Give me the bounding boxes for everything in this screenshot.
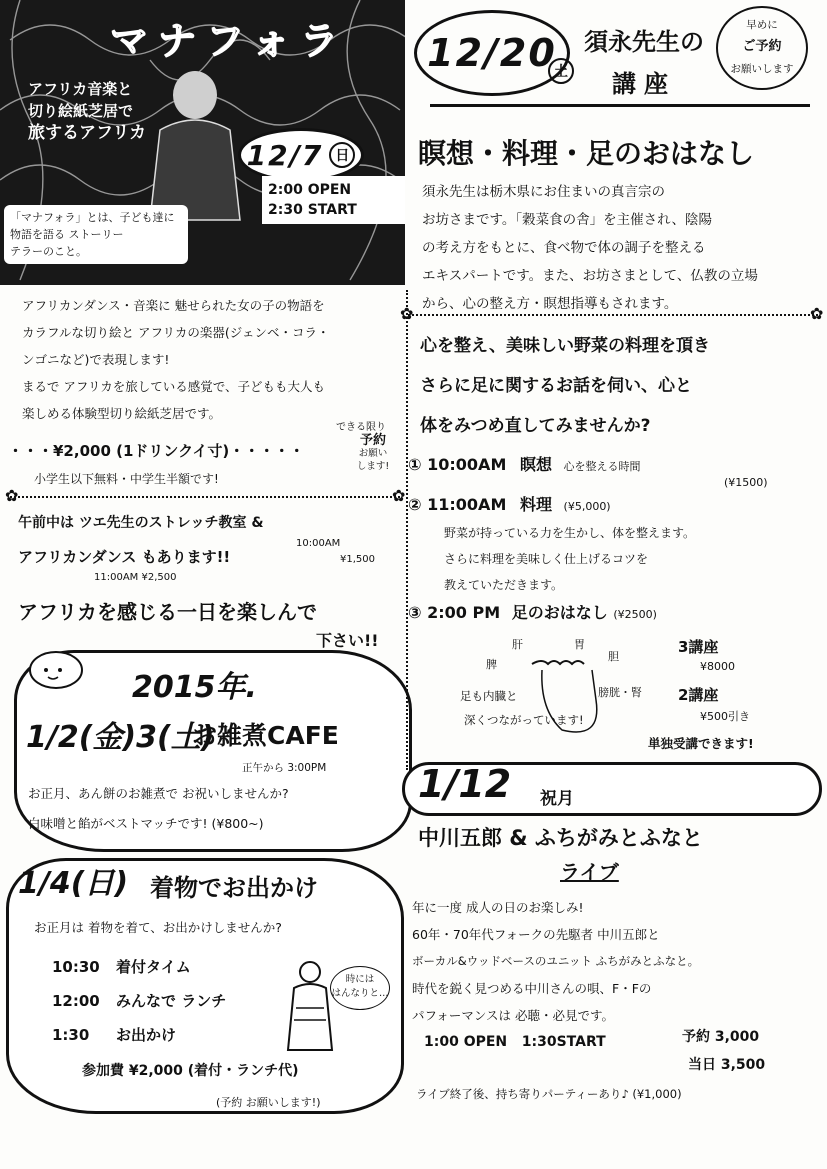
live-title: 中川五郎 & ふちがみとふなと <box>418 826 703 850</box>
organ-text1: 足も内臓と <box>460 689 518 703</box>
lecture-date: 12/20 <box>427 31 557 75</box>
live-word: ライブ <box>560 860 619 884</box>
hero-art <box>0 0 405 285</box>
ozoni-year: 2015年. <box>132 670 257 705</box>
flower-icon: ✿ <box>400 304 414 323</box>
lecture-item-3: ③ 2:00 PM 足のおはなし (¥2500) <box>408 603 657 622</box>
lecture-item-1-price: (¥1500) <box>724 476 768 489</box>
kimono-fee-note: (予約 お願いします!) <box>216 1096 321 1109</box>
set3: 3講座 <box>678 638 719 656</box>
ozoni-text2: 白味噌と餡がベストマッチです! (¥800~) <box>28 816 264 831</box>
desc-line: アフリカンダンス・音楽に 魅せられた女の子の物語を <box>22 298 325 313</box>
set2-price: ¥500引き <box>700 710 750 723</box>
hero-note <box>4 205 188 264</box>
organ-liver: 肝 <box>512 638 523 651</box>
price-sub: 小学生以下無料・中学生半額です! <box>34 472 219 486</box>
schedule-row: 12:00 みんなで ランチ <box>52 992 227 1010</box>
desc-line: まるで アフリカを旅している感覚で、子どもも大人も <box>22 379 325 394</box>
lecture-rule <box>430 104 810 107</box>
reserve-badge-line: 予約 <box>359 433 386 448</box>
schedule-row: 1:30 お出かけ <box>52 1026 177 1044</box>
enjoy-line1: アフリカを感じる一日を楽しんで <box>18 600 317 624</box>
hero-time-open: 2:00 OPEN <box>268 182 352 198</box>
organ-gall: 胆 <box>608 650 619 663</box>
lecture-day: 土 <box>548 58 574 84</box>
lecture-date-badge <box>414 10 570 96</box>
live-times: 1:00 OPEN 1:30START <box>424 1034 606 1050</box>
lecture-kouza: 講座 <box>612 70 676 98</box>
hero-time-start: 2:30 START <box>268 202 357 218</box>
lecture-desc: 須永先生は栃木県にお住まいの真言宗の お坊さまです。「穀菜食の舎」を主催され、陰陽 の考え方をもとに、食べ物で体の調子を整える エキスパートです。また、お坊さまとして、仏教の立場 から、心の整え方・瞑想指導もされます。 <box>422 184 758 312</box>
column-divider <box>406 290 408 770</box>
live-holiday: 祝月 <box>540 789 574 809</box>
lecture-teacher: 須永先生の <box>584 28 704 56</box>
price-line: ・・・¥2,000 (1ドリンクイ寸)・・・・・ <box>8 442 305 460</box>
divider <box>10 496 400 498</box>
sheep-icon <box>26 646 86 692</box>
reserve-badge <box>345 434 401 473</box>
flower-icon: ✿ <box>810 304 824 323</box>
desc-line: カラフルな切り絵と アフリカの楽器(ジェンベ・コラ・ <box>22 325 330 340</box>
stretch-price: ¥1,500 <box>340 554 375 565</box>
organ-spleen: 脾 <box>486 658 497 671</box>
reserve-badge-line: お願い <box>358 448 388 459</box>
ozoni-text1: お正月、あん餅のお雑煮で お祝いしませんか? <box>28 786 289 801</box>
hero-date-badge <box>238 128 364 182</box>
stretch-line: 午前中は ツエ先生のストレッチ教室 & <box>18 515 264 531</box>
hero-subtitle-line: 旅するアフリカ <box>28 123 147 143</box>
hero-time-box <box>262 176 405 224</box>
lecture-item-1: ① 10:00AM 瞑想 心を整える時間 <box>408 455 641 474</box>
lecture-bold: 心を整え、美味しい野菜の料理を頂き さらに足に関するお話を伺い、心と 体をみつめ直してみませんか? <box>420 336 711 436</box>
schedule-row: 10:30 着付タイム <box>52 958 191 976</box>
stretch-time: 10:00AM <box>296 538 341 549</box>
kimono-figure-icon <box>284 958 336 1054</box>
flower-icon: ✿ <box>5 486 19 505</box>
kimono-intro: お正月は 着物を着て、お出かけしませんか? <box>34 920 282 935</box>
dance-line: アフリカンダンス もあります!! <box>18 548 231 566</box>
desc-line: ンゴニなど)で表現します! <box>22 352 170 367</box>
kimono-date: 1/4(日) <box>18 866 129 901</box>
kimono-bubble: 時には はんなりと… <box>330 966 390 1010</box>
set2: 2講座 <box>678 686 719 704</box>
hero-subtitle <box>28 78 146 144</box>
reserve-note: できる限り <box>336 422 386 433</box>
divider <box>408 314 818 316</box>
lecture-item-2: ② 11:00AM 料理 (¥5,000) <box>408 495 611 514</box>
organ-stomach: 胃 <box>574 638 585 651</box>
enjoy-line2: 下さい!! <box>316 631 379 650</box>
hero-subtitle-line: アフリカ音楽と <box>28 80 133 98</box>
live-door: 当日 3,500 <box>688 1057 766 1073</box>
set3-price: ¥8000 <box>700 660 735 673</box>
hero-day: 日 <box>329 142 355 168</box>
desc-line: 楽しめる体験型切り絵紙芝居です。 <box>22 406 222 421</box>
ozoni-time: 正午から 3:00PM <box>242 762 327 774</box>
single: 単独受講できます! <box>648 736 754 751</box>
organ-bladder: 膀胱・腎 <box>598 686 642 699</box>
live-pre: 予約 3,000 <box>682 1029 760 1045</box>
hero-note-line: 「マナフォラ」とは、子ども達に <box>10 211 175 224</box>
reserve-badge-line: します! <box>356 461 390 472</box>
ozoni-title: お雑煮CAFE <box>192 721 339 750</box>
live-after: ライブ終了後、持ち寄りパーティーあり♪ (¥1,000) <box>416 1087 682 1101</box>
ozoni-dates: 1/2(金)3(土) <box>26 720 215 755</box>
flower-icon: ✿ <box>392 486 406 505</box>
organ-text2: 深くつながっています! <box>464 713 584 727</box>
hero-subtitle-line: 切り絵紙芝居で <box>28 102 134 120</box>
hero-title-art: マナフォラ <box>110 19 349 63</box>
dance-time: 11:00AM ¥2,500 <box>94 572 177 583</box>
kimono-schedule <box>52 950 226 1052</box>
early-note: 早めに ご予約 お願いします <box>716 6 808 90</box>
lecture-title: 瞑想・料理・足のおはなし <box>418 137 755 170</box>
hero-note-line: テラーのこと。 <box>10 245 87 258</box>
live-desc: 年に一度 成人の日のお楽しみ! 60年・70年代フォークの先駆者 中川五郎と ボーカル&ウッドベースのユニット ふちがみとふなと。 時代を鋭く見つめる中川さんの唄、F・Fの パフォーマンスは 必聴・必見です。 <box>412 900 700 1023</box>
live-date: 1/12 <box>418 762 512 806</box>
hero-note-line: 物語を語る ストーリー <box>10 228 124 241</box>
cooking-desc: 野菜が持っている力を生かし、体を整えます。 さらに料理を美味しく仕上げるコツを 教えていただきます。 <box>444 526 696 592</box>
kimono-title: 着物でお出かけ <box>150 874 318 902</box>
hero-date: 12/7 <box>246 138 324 172</box>
left-description <box>22 292 400 427</box>
kimono-fee: 参加費 ¥2,000 (着付・ランチ代) <box>82 1063 299 1079</box>
